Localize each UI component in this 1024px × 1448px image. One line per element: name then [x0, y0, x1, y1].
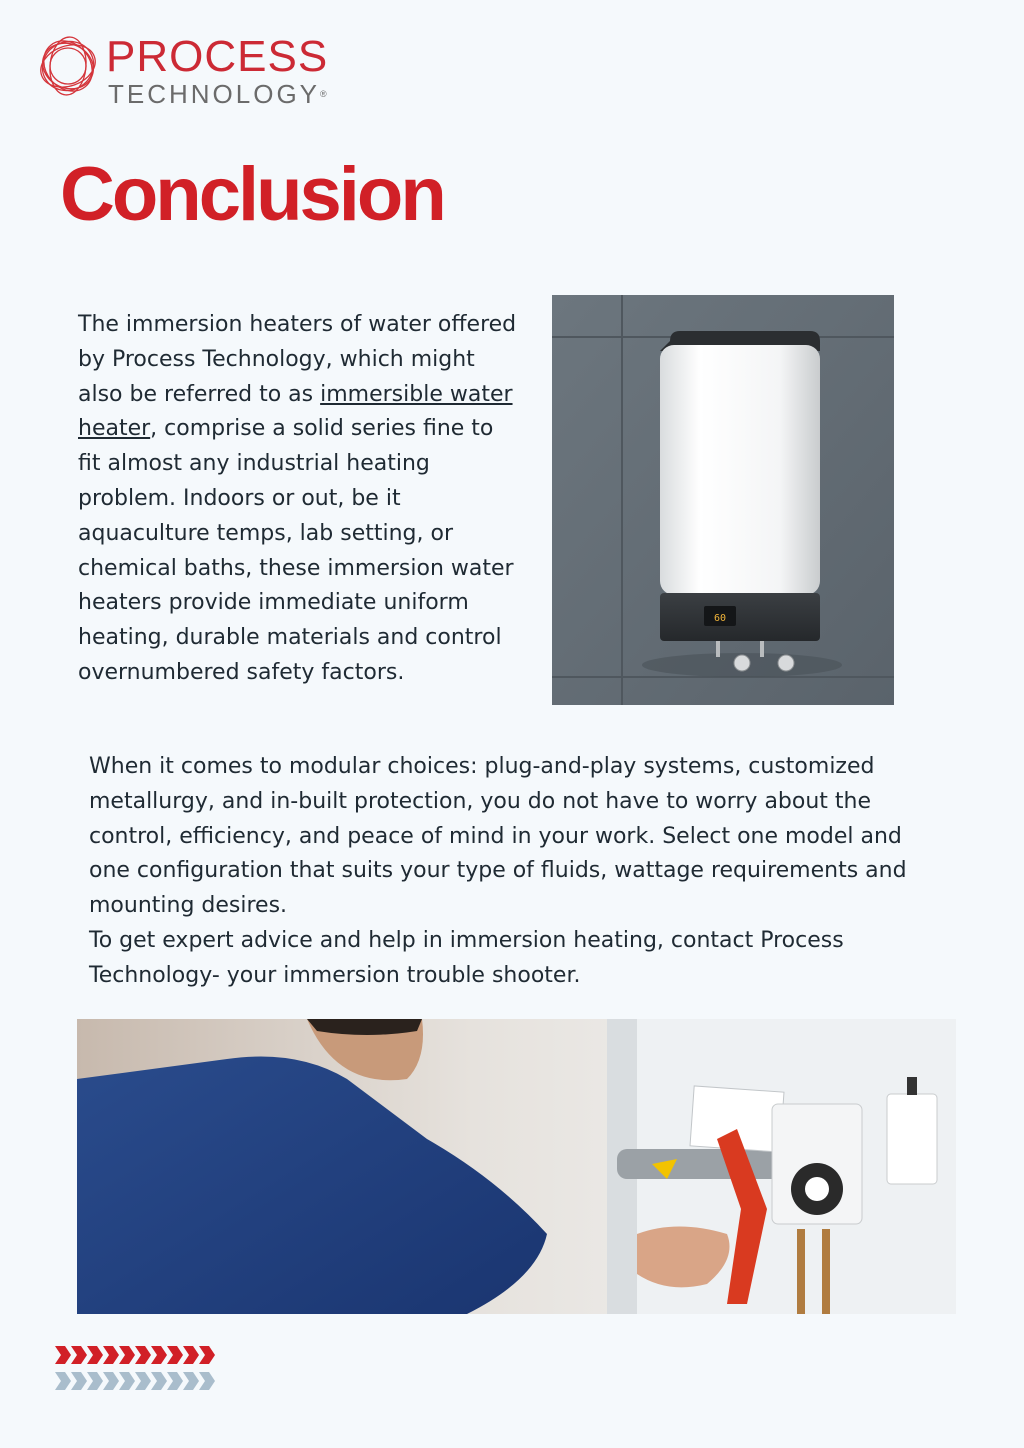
immersible-water-heater-link[interactable]: immersible water heater — [78, 381, 513, 442]
closing-text — [89, 750, 949, 994]
contact-paragraph: To get expert advice and help in immersion heating, contact Process Technology- your immersion trouble shooter. — [89, 927, 844, 988]
page-title: Conclusion — [60, 152, 444, 237]
brand-name-line2: TECHNOLOGY® — [108, 79, 330, 109]
water-heater-photo — [552, 295, 894, 705]
technician-photo — [77, 1019, 956, 1314]
modular-choices-paragraph: When it comes to modular choices: plug-and-play systems, customized metallurgy, and in-built protection, you do not have to worry about the control, efficiency, and peace of mind in your work. Select one model and one configuration that suits your type of fluids, wattage requirements and mounting desires. — [89, 754, 907, 919]
intro-text-end: , comprise a solid series fine to fit almost any industrial heating problem. Indoors or out, be it aquaculture temps, lab setting, or chemical baths, these immersion water heaters provide immediate uniform heating, durable materials and control overnumbered safety factors. — [78, 416, 514, 685]
svg-text:60: 60 — [713, 613, 727, 624]
registered-mark: ® — [320, 89, 330, 99]
spiral-rings-icon — [36, 34, 100, 98]
chevron-arrows-icon — [55, 1346, 215, 1392]
intro-text-start: The immersion heaters of water offered by Process Technology, which might also be referred to as — [78, 312, 517, 407]
brand-logo — [36, 32, 366, 108]
intro-paragraph — [78, 308, 518, 691]
brand-name-line1: PROCESS — [106, 32, 329, 81]
